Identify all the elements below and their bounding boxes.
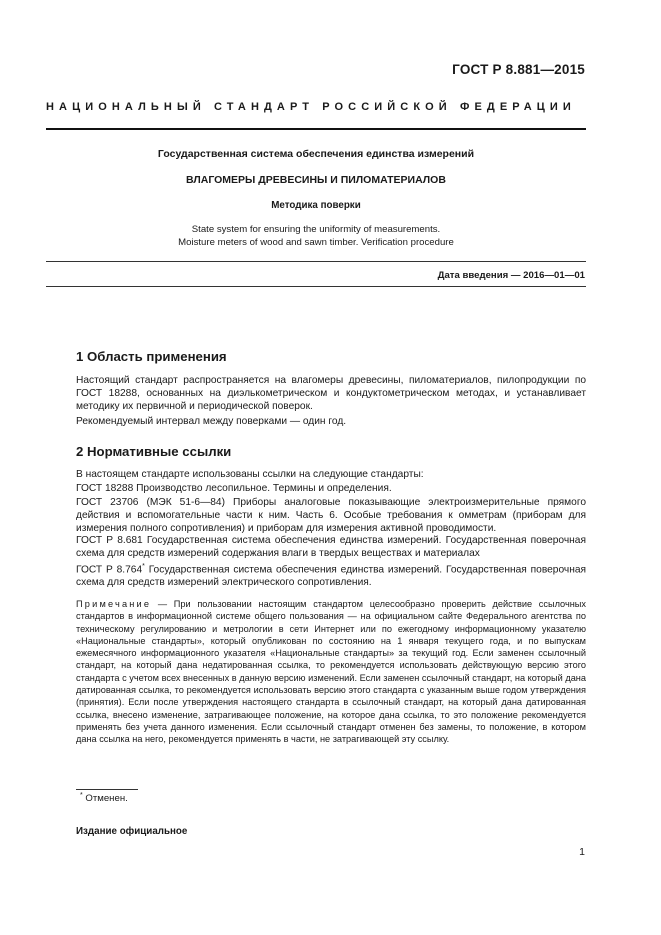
section-2-paragraph-4: ГОСТ Р 8.681 Государственная система обеспечения единства измерений. Государственная поверочная схема для средств измерений содержания влаги в твердых веществах и материалах	[76, 535, 586, 559]
footnote-divider	[76, 789, 138, 790]
system-title: Государственная система обеспечения единства измерений	[157, 148, 475, 160]
date-divider	[46, 286, 586, 287]
english-title-line-2: Moisture meters of wood and sawn timber. Verification procedure	[178, 236, 454, 248]
reference-text: Государственная система обеспечения единства измерений. Государственная поверочная схема для средств измерений электрического сопротивления.	[76, 564, 587, 589]
section-2-paragraph-3: ГОСТ 23706 (МЭК 51-6—84) Приборы аналоговые показывающие электроизмерительные прямого действия и вспомогательные части к ним. Часть 6. Особые требования к омметрам (приборам для измерения полного сопротивления) и приборам для измерения активной проводимости.	[76, 497, 586, 534]
introduction-date: Дата введения — 2016—01—01	[437, 270, 585, 281]
header-divider	[46, 128, 586, 130]
title-divider	[46, 261, 586, 262]
document-code: ГОСТ Р 8.881—2015	[452, 62, 585, 77]
section-2-paragraph-1: В настоящем стандарте использованы ссылки на следующие стандарты:	[76, 469, 424, 480]
section-1-paragraph-1	[76, 375, 586, 413]
note-block	[76, 598, 586, 746]
footnote-mark: *	[80, 792, 83, 799]
english-title-line-1: State system for ensuring the uniformity of measurements.	[191, 224, 441, 235]
reference-code: ГОСТ Р 8.764	[76, 564, 143, 576]
section-2-paragraph-5	[76, 561, 586, 590]
page-number: 1	[579, 846, 585, 858]
subject-title: ВЛАГОМЕРЫ ДРЕВЕСИНЫ И ПИЛОМАТЕРИАЛОВ	[186, 174, 446, 186]
footnote	[80, 792, 128, 804]
method-title: Методика поверки	[271, 200, 361, 211]
english-title	[46, 224, 586, 249]
section-1-paragraph-1-text: Настоящий стандарт распространяется на влагомеры древесины, пиломатериалов, пилопродукции по ГОСТ 18288, основанных на диэлькометрическом и кондуктометрическом методах, и устанавливает методику их первичной и периодической поверок.	[76, 375, 586, 412]
note-text: — При пользовании настоящим стандартом целесообразно проверить действие ссылочных стандартов в информационной системе общего пользования — на официальном сайте Федерального агентства по техническому регулированию и метрологии в сети Интернет или по ежегодному информационному указателю «Национальные стандарты», который опубликован по состоянию на 1 января текущего года, и по выпускам ежемесячного информационного указателя «Национальные стандарты» за текущий год. Если заменен ссылочный стандарт, на который дана недатированная ссылка, то рекомендуется использовать действующую версию этого стандарта с учетом всех внесенных в данную версию изменений. Если заменен ссылочный стандарт, на который дана датированная ссылка, то рекомендуется использовать версию этого стандарта с указанным выше годом утверждения (принятия). Если после утверждения настоящего стандарта в ссылочный стандарт, на который дана датированная ссылка, внесено изменение, затрагивающее положение, на которое дана ссылка, то это положение рекомендуется применять без учета данного изменения. Если ссылочный стандарт отменен без замены, то положение, в котором дана ссылка на него, рекомендуется применять в части, не затрагивающей эту ссылку.	[76, 599, 586, 745]
section-2-paragraph-2: ГОСТ 18288 Производство лесопильное. Термины и определения.	[76, 483, 392, 494]
section-1-heading: 1 Область применения	[76, 349, 227, 364]
footnote-reference-mark: *	[142, 563, 145, 570]
footnote-text: Отменен.	[82, 793, 128, 805]
edition-label: Издание официальное	[76, 826, 188, 837]
national-standard-title: НАЦИОНАЛЬНЫЙ СТАНДАРТ РОССИЙСКОЙ ФЕДЕРАЦИИ	[46, 101, 576, 113]
note-label: Примечание	[76, 599, 152, 609]
section-2-heading: 2 Нормативные ссылки	[76, 444, 232, 459]
section-1-paragraph-2: Рекомендуемый интервал между поверками — один год.	[76, 416, 347, 427]
